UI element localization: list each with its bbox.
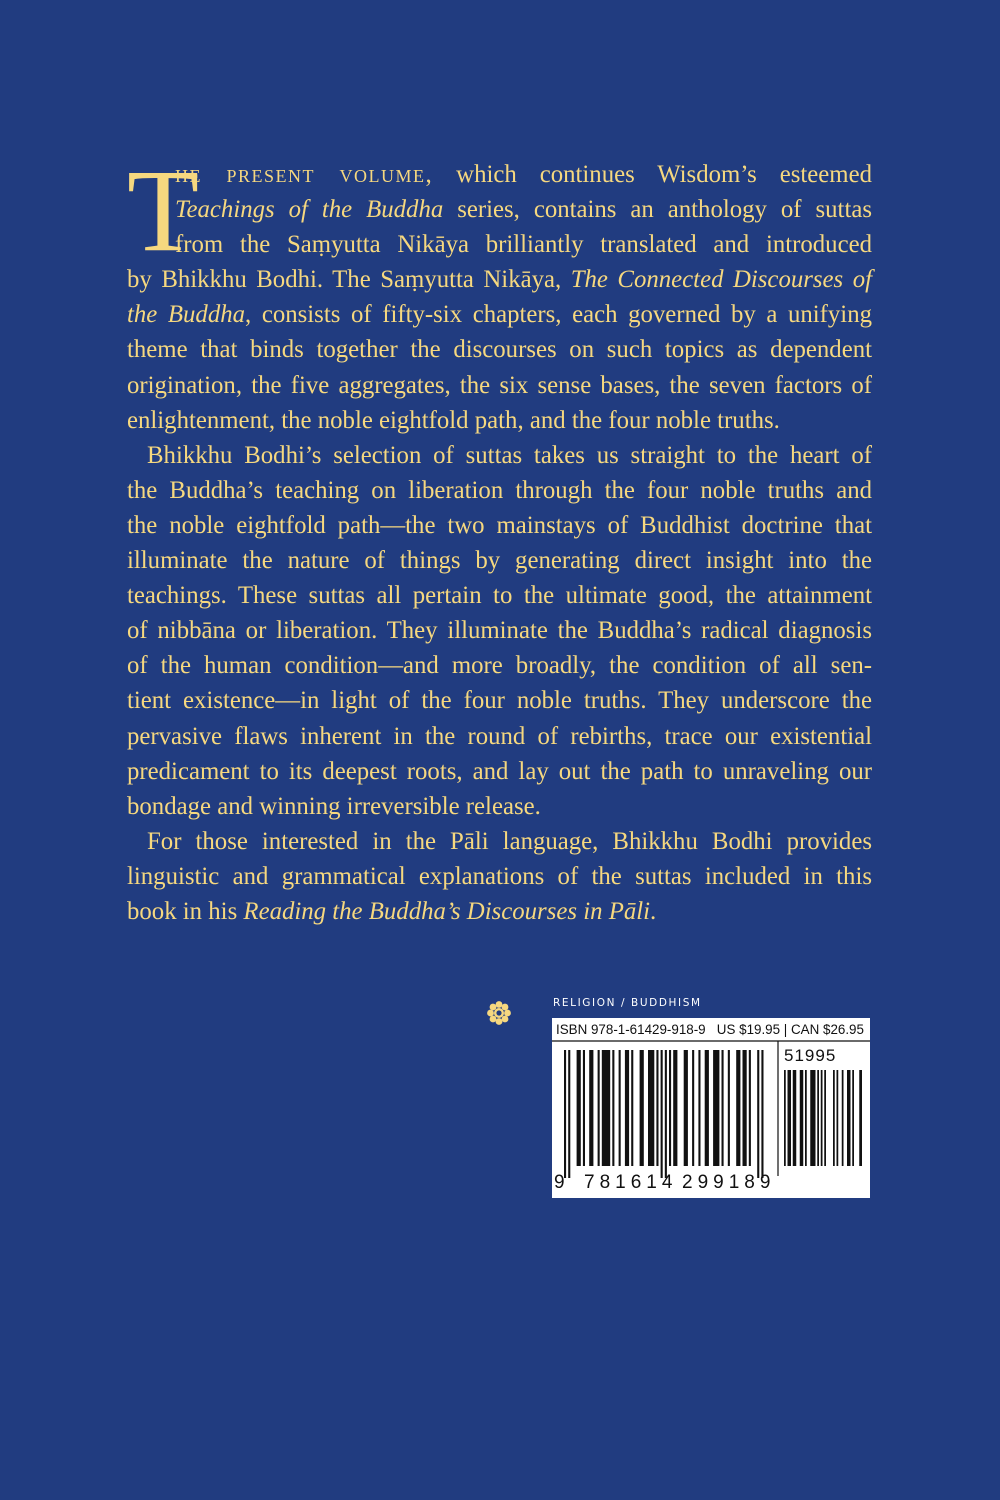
text-fragment: , consists of fifty-six chapters, each governed by a unifying xyxy=(245,301,872,329)
barcode-digit-first: 9 xyxy=(554,1172,565,1193)
barcode-digits-group2: 299189 xyxy=(682,1172,776,1193)
barcode-bar xyxy=(761,1050,763,1178)
us-price: US $19.95 xyxy=(716,1022,781,1037)
text-line xyxy=(127,262,872,297)
barcode-bar xyxy=(805,1070,807,1166)
text-fragment: . xyxy=(650,897,657,925)
barcode-bar xyxy=(749,1050,751,1166)
text-fragment: book in his xyxy=(127,897,244,925)
text-line: of the human condition—and more broadly, the condition of all sen- xyxy=(127,652,872,680)
price-barcode-bars xyxy=(784,1070,862,1178)
isbn-text: ISBN 978-1-61429-918-9 xyxy=(556,1022,706,1037)
barcode-bar xyxy=(673,1050,677,1166)
text-line: origination, the five aggregates, the six sense bases, the seven factors of xyxy=(127,371,872,399)
barcode-bar xyxy=(684,1050,688,1166)
barcode-bar xyxy=(602,1050,610,1166)
barcode-bar xyxy=(705,1050,709,1166)
barcode-bar xyxy=(736,1050,740,1166)
barcode-bar xyxy=(713,1050,719,1166)
barcode-bar xyxy=(656,1050,658,1166)
book-subtitle: The Connected Discourses of xyxy=(570,266,872,294)
barcode-digits-group1: 781614 xyxy=(584,1172,678,1193)
book-subtitle-end: the Buddha xyxy=(127,301,246,329)
price-code: 51995 xyxy=(784,1046,837,1065)
barcode-bar xyxy=(743,1050,747,1166)
flower-ornament-icon xyxy=(486,1000,512,1026)
barcode-bar xyxy=(612,1050,614,1166)
text-line xyxy=(127,894,872,929)
barcode-bar xyxy=(669,1050,671,1166)
barcode-bar xyxy=(821,1070,823,1166)
barcode-bar xyxy=(577,1050,581,1166)
barcode-bar xyxy=(824,1070,826,1166)
barcode-bar xyxy=(625,1050,629,1166)
text-line xyxy=(127,192,872,227)
barcode-bars xyxy=(564,1050,772,1178)
text-line: pervasive flaws inherent in the round of rebirths, trace our existential xyxy=(127,722,872,750)
lead-small-caps: he present volume, xyxy=(175,161,434,188)
text-line: theme that binds together the discourses on such topics as dependent xyxy=(127,336,872,364)
barcode-bar xyxy=(788,1070,792,1166)
text-line: predicament to its deepest roots, and lay out the path to unraveling our xyxy=(127,757,872,785)
barcode-bar xyxy=(598,1050,600,1166)
barcode-bar xyxy=(793,1070,797,1166)
series-title: Teachings of the Buddha xyxy=(175,196,444,224)
barcode-box xyxy=(552,1018,870,1198)
barcode-bar xyxy=(833,1070,835,1166)
barcode-bar xyxy=(817,1070,819,1166)
barcode-bar xyxy=(847,1070,851,1166)
barcode-bar xyxy=(640,1050,644,1166)
text-line: bondage and winning irreversible release. xyxy=(127,792,541,820)
text-line: linguistic and grammatical explanations of the suttas included in this xyxy=(127,862,872,890)
barcode-bar xyxy=(661,1050,663,1178)
text-line: tient existence—in light of the four noble truths. They underscore the xyxy=(127,687,872,715)
barcode-bar xyxy=(842,1070,844,1166)
barcode-bar xyxy=(852,1070,854,1166)
text-line: the Buddha’s teaching on liberation through the four noble truths and xyxy=(127,476,872,504)
text-line: of nibbāna or liberation. They illuminate the Buddha’s radical diagnosis xyxy=(127,617,872,645)
barcode-bar xyxy=(810,1070,815,1166)
barcode-bar xyxy=(784,1070,786,1166)
barcode-bar xyxy=(619,1050,621,1166)
barcode-bar xyxy=(698,1050,700,1166)
barcode-bar xyxy=(648,1050,654,1166)
drop-cap: T xyxy=(127,145,200,276)
description-text xyxy=(127,145,873,929)
barcode-bar xyxy=(665,1050,667,1178)
text-fragment: by Bhikkhu Bodhi. The Saṃyutta Nikāya, xyxy=(127,266,571,294)
barcode-bar xyxy=(728,1050,730,1166)
text-line: Bhikkhu Bodhi’s selection of suttas takes us straight to the heart of xyxy=(147,441,872,469)
can-price: CAN $26.95 xyxy=(791,1022,864,1037)
barcode-bar xyxy=(859,1070,862,1166)
barcode-bar xyxy=(564,1050,566,1178)
text-line: from the Saṃyutta Nikāya brilliantly translated and introduced xyxy=(175,231,872,259)
barcode-bar xyxy=(692,1050,694,1166)
barcode-bar xyxy=(589,1050,593,1166)
text-line: the noble eightfold path—the two mainstays of Buddhist doctrine that xyxy=(127,511,872,539)
text-line xyxy=(127,157,872,192)
barcode-bar xyxy=(837,1070,839,1166)
barcode-bar xyxy=(631,1050,633,1166)
text-fragment: which continues Wisdom’s esteemed xyxy=(433,161,873,188)
text-fragment: series, contains an anthology of suttas xyxy=(443,196,872,224)
barcode-bar xyxy=(757,1050,759,1178)
text-line: enlightenment, the noble eightfold path, and the four noble truths. xyxy=(127,406,780,434)
text-line xyxy=(127,297,872,332)
barcode-bar xyxy=(722,1050,724,1166)
text-line: For those interested in the Pāli language, Bhikkhu Bodhi provides xyxy=(147,827,872,855)
category-label: RELIGION / BUDDHISM xyxy=(553,997,702,1009)
barcode-bar xyxy=(800,1070,804,1166)
barcode-bar xyxy=(583,1050,585,1166)
text-line: teachings. These suttas all pertain to the ultimate good, the attainment xyxy=(127,582,872,610)
text-line: illuminate the nature of things by generating direct insight into the xyxy=(127,547,872,575)
isbn-price-line: ISBN 978-1-61429-918-9 US $19.95 | CAN $26.95 xyxy=(556,1022,864,1037)
related-book-title: Reading the Buddha’s Discourses in Pāli xyxy=(243,897,651,925)
barcode-bar xyxy=(568,1050,570,1178)
